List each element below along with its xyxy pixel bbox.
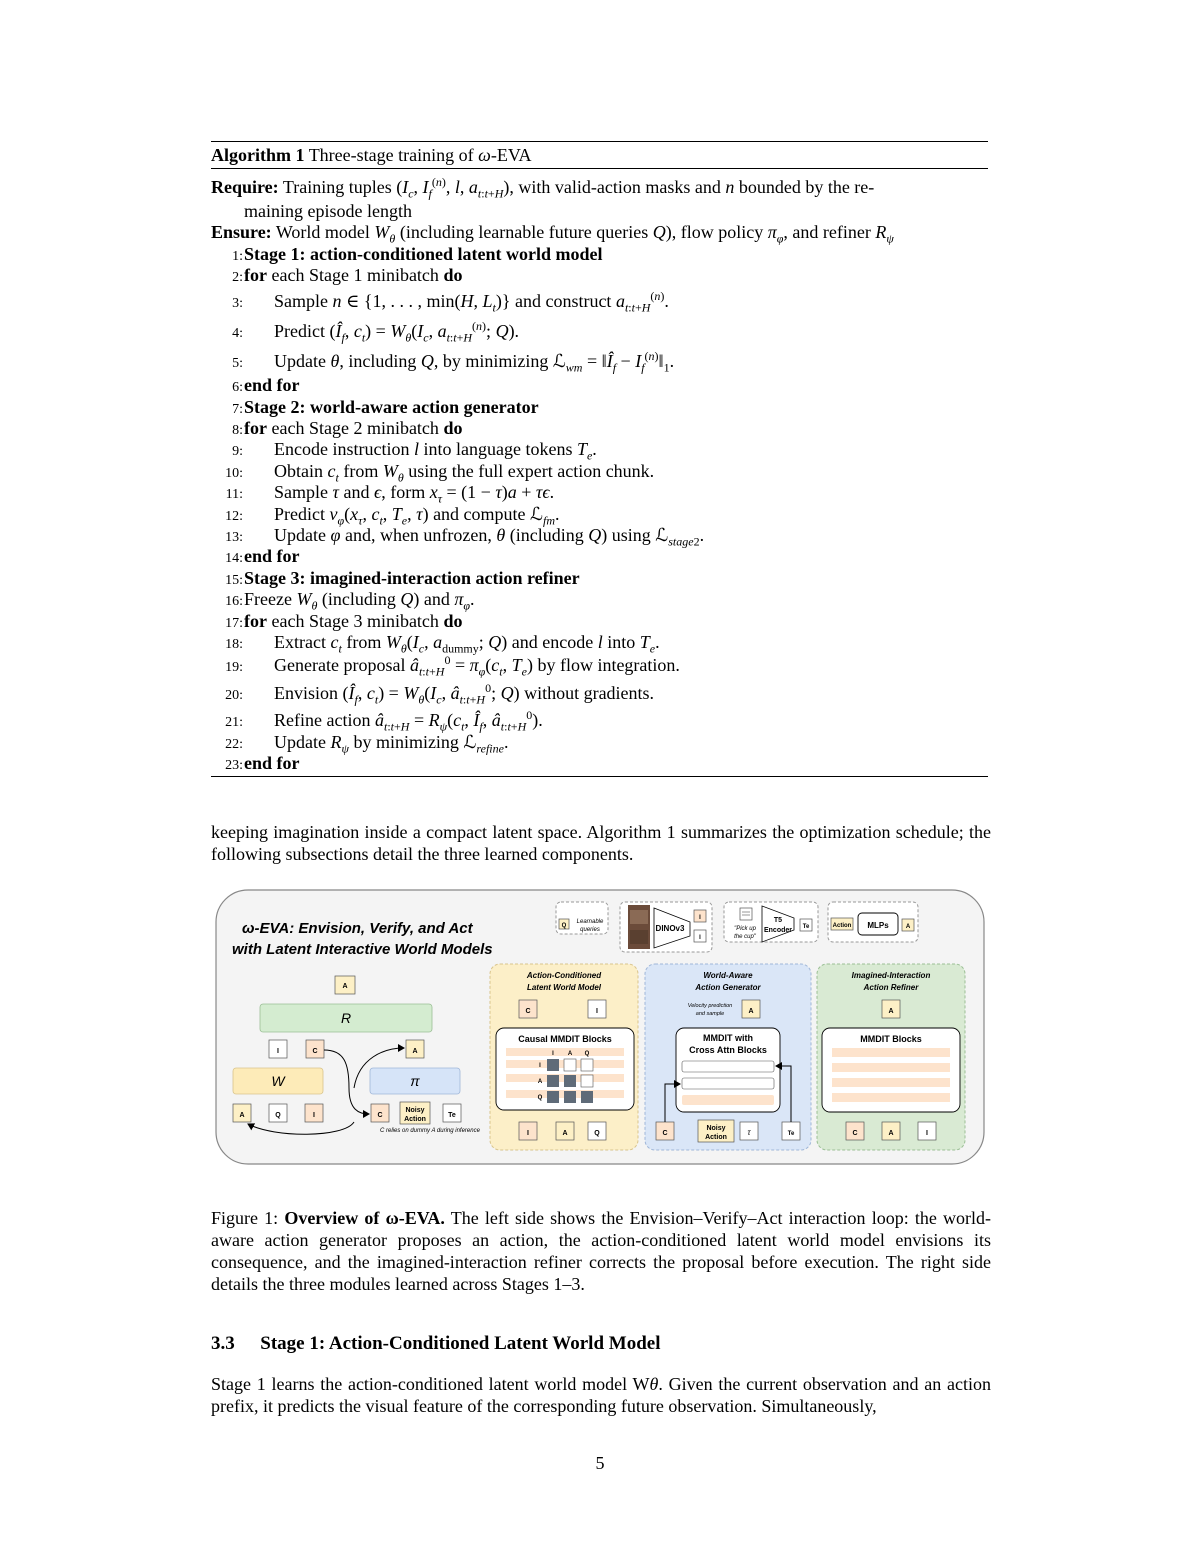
algorithm-title: Three-stage training of ω-EVA: [308, 145, 532, 165]
svg-text:MLPs: MLPs: [867, 921, 889, 930]
svg-text:R: R: [340, 1010, 352, 1026]
caption-label: Figure 1:: [211, 1208, 279, 1228]
svg-text:A: A: [239, 1112, 245, 1119]
panel-action-generator: [645, 964, 811, 1150]
legend-t5-encoder: [724, 902, 818, 942]
svg-text:C: C: [852, 1130, 858, 1137]
svg-text:Te: Te: [448, 1112, 456, 1119]
svg-text:Action-Conditioned: Action-Conditioned: [526, 971, 602, 980]
svg-text:I: I: [552, 1051, 554, 1057]
legend-action-mlps: [828, 902, 918, 942]
svg-text:Latent World Model: Latent World Model: [526, 983, 602, 992]
svg-text:Causal MMDIT Blocks: Causal MMDIT Blocks: [518, 1034, 612, 1044]
figure-title-line-2: with Latent Interactive World Models: [232, 941, 493, 958]
svg-text:C: C: [377, 1112, 383, 1119]
svg-text:Q: Q: [275, 1112, 281, 1119]
svg-text:Te: Te: [787, 1131, 795, 1137]
page-number: 5: [595, 1453, 605, 1473]
svg-text:Velocity prediction: Velocity prediction: [687, 1003, 733, 1009]
svg-text:DINOv3: DINOv3: [655, 924, 685, 933]
svg-text:Q: Q: [594, 1130, 600, 1137]
svg-text:Noisy: Noisy: [706, 1125, 726, 1132]
svg-text:I: I: [596, 1008, 598, 1015]
svg-text:Learnable: Learnable: [576, 919, 604, 925]
figure-1: [214, 888, 986, 1166]
algorithm-ensure: Ensure: World model $W_\theta$ (including learnable future queries Q), flow policy $\pi_\varphi$, and refiner $R_\psi$: [211, 222, 894, 246]
svg-text:Action: Action: [705, 1134, 727, 1141]
svg-text:C: C: [662, 1130, 668, 1137]
svg-text:π: π: [410, 1073, 420, 1089]
panel-action-refiner: [817, 964, 965, 1150]
legend-dinov3: [620, 902, 712, 952]
svg-text:Cross Attn Blocks: Cross Attn Blocks: [689, 1045, 767, 1055]
svg-text:Q: Q: [561, 923, 567, 929]
svg-text:Action: Action: [832, 923, 852, 929]
svg-text:the cup": the cup": [734, 934, 756, 940]
svg-text:I: I: [926, 1130, 928, 1137]
svg-text:MMDIT Blocks: MMDIT Blocks: [860, 1034, 922, 1044]
svg-text:A: A: [905, 924, 911, 930]
section-number: 3.3: [211, 1333, 235, 1354]
svg-text:A: A: [888, 1130, 894, 1137]
svg-text:C relies on dummy A during inf: C relies on dummy A during inference: [380, 1128, 480, 1134]
figure-title-line-1: ω-EVA: Envision, Verify, and Act: [242, 920, 473, 937]
require-label: Require:: [211, 177, 279, 197]
svg-text:A: A: [412, 1048, 418, 1055]
svg-text:I: I: [527, 1130, 529, 1137]
svg-text:Encoder: Encoder: [763, 927, 793, 934]
svg-text:A: A: [888, 1008, 894, 1015]
algorithm-top-rule: [211, 141, 988, 142]
svg-text:queries: queries: [580, 927, 600, 933]
svg-text:I: I: [699, 935, 701, 941]
svg-text:I: I: [313, 1112, 315, 1119]
svg-text:W: W: [271, 1073, 285, 1089]
svg-text:I: I: [699, 915, 701, 921]
svg-text:"Pick up: "Pick up: [734, 926, 756, 932]
figure-1-caption: [211, 1207, 991, 1295]
svg-text:I: I: [539, 1063, 541, 1069]
svg-text:MMDIT with: MMDIT with: [703, 1033, 753, 1043]
svg-text:C: C: [312, 1048, 318, 1055]
svg-text:World-Aware: World-Aware: [703, 971, 753, 980]
panel-world-model: [490, 964, 638, 1150]
algorithm-header: [211, 143, 988, 167]
svg-text:C: C: [525, 1008, 531, 1015]
svg-text:A: A: [748, 1008, 754, 1015]
caption-bold: Overview of ω-EVA.: [284, 1208, 445, 1228]
paragraph-stage-1: Stage 1 learns the action-conditioned latent world model Wθ. Given the current observation and an action prefix, it predicts the visual feature of the corresponding future observation. Simultaneously,: [211, 1374, 991, 1416]
algorithm-require: Require: Training tuples ($I_c$, $I_f^{(n)}$, l, $a_{t:t+H}$), with valid-action masks and n bounded by the re-: [211, 175, 875, 201]
algorithm-header-rule: [211, 168, 988, 169]
figure-1-diagram: [214, 888, 986, 1166]
svg-text:Action Refiner: Action Refiner: [863, 983, 919, 992]
svg-text:Action: Action: [404, 1116, 426, 1123]
svg-text:A: A: [342, 983, 348, 990]
svg-text:A: A: [537, 1079, 543, 1085]
legend-learnable-queries: [556, 902, 608, 934]
svg-text:Imagined-Interaction: Imagined-Interaction: [851, 971, 931, 980]
svg-text:Noisy: Noisy: [405, 1107, 425, 1114]
svg-text:and sample: and sample: [695, 1011, 725, 1017]
svg-text:I: I: [277, 1048, 279, 1055]
svg-text:Action Generator: Action Generator: [695, 983, 761, 992]
caption-text: The left side shows the Envision–Verify–Act interaction loop: the world-aware action generator proposes an action, the action-conditioned latent world model envisions its consequence, and the imagined-interaction refiner corrects the proposal before execution. The right side details the three modules learned across Stages 1–3.: [211, 1208, 991, 1294]
svg-text:τ: τ: [747, 1128, 751, 1137]
paragraph-algorithm-summary: keeping imagination inside a compact latent space. Algorithm 1 summarizes the optimization schedule; the following subsections detail the three learned components.: [211, 822, 991, 864]
section-heading: [211, 1333, 661, 1355]
algorithm-label: Algorithm 1: [211, 145, 305, 165]
section-title: Stage 1: Action-Conditioned Latent World Model: [260, 1333, 661, 1354]
svg-text:Q: Q: [537, 1095, 543, 1101]
algorithm-require-cont: maining episode length: [244, 201, 412, 221]
algorithm-bottom-rule: [211, 776, 988, 777]
ensure-label: Ensure:: [211, 222, 272, 242]
svg-text:Te: Te: [802, 924, 810, 930]
svg-text:A: A: [567, 1051, 573, 1057]
svg-text:T5: T5: [773, 917, 783, 924]
svg-text:Q: Q: [584, 1051, 590, 1057]
svg-text:A: A: [562, 1130, 568, 1137]
